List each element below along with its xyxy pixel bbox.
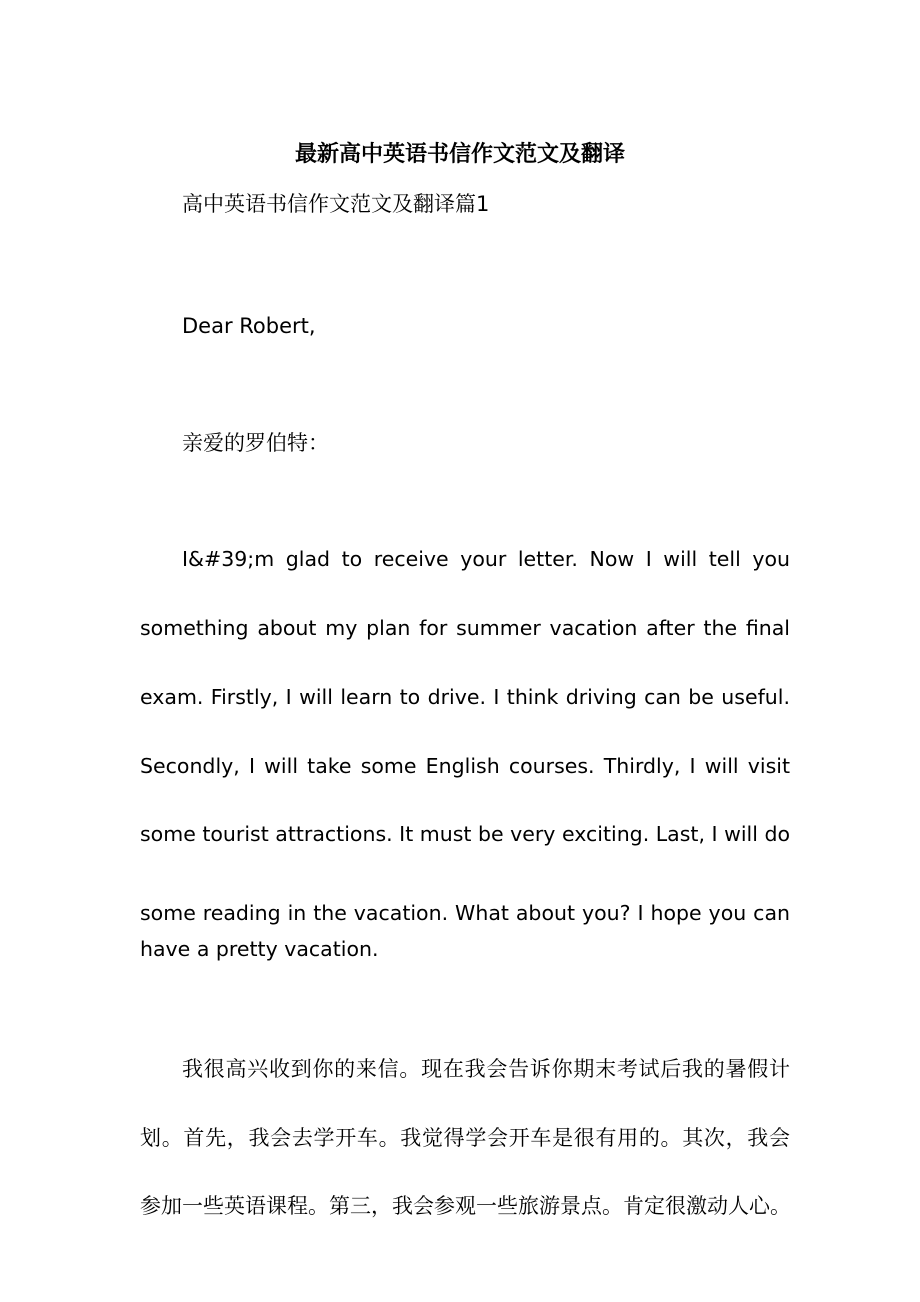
salutation-chinese: 亲爱的罗伯特： xyxy=(182,431,329,455)
salutation-english: Dear Robert, xyxy=(182,314,316,338)
chinese-paragraph-line-1: 我很高兴收到你的来信。现在我会告诉你期末考试后我的暑假计 xyxy=(182,1057,790,1081)
english-paragraph-line-3: exam. Firstly, I will learn to drive. I think driving can be useful. xyxy=(140,685,790,709)
section-heading: 高中英语书信作文范文及翻译篇1 xyxy=(182,192,490,216)
chinese-paragraph-line-2: 划。首先，我会去学开车。我觉得学会开车是很有用的。其次，我会 xyxy=(140,1126,790,1150)
english-paragraph-line-2: something about my plan for summer vacation after the final xyxy=(140,616,790,640)
english-paragraph-line-6: some reading in the vacation. What about you? I hope you can xyxy=(140,901,790,925)
english-paragraph-line-5: some tourist attractions. It must be very exciting. Last, I will do xyxy=(140,822,790,846)
english-paragraph-line-7: have a pretty vacation. xyxy=(140,937,379,961)
document-title: 最新高中英语书信作文范文及翻译 xyxy=(294,142,625,167)
english-paragraph-line-4: Secondly, I will take some English courses. Thirdly, I will visit xyxy=(140,754,790,778)
chinese-paragraph-line-3: 参加一些英语课程。第三，我会参观一些旅游景点。肯定很激动人心。 xyxy=(140,1194,791,1218)
english-paragraph-line-1: I&#39;m glad to receive your letter. Now I will tell you xyxy=(182,547,790,571)
